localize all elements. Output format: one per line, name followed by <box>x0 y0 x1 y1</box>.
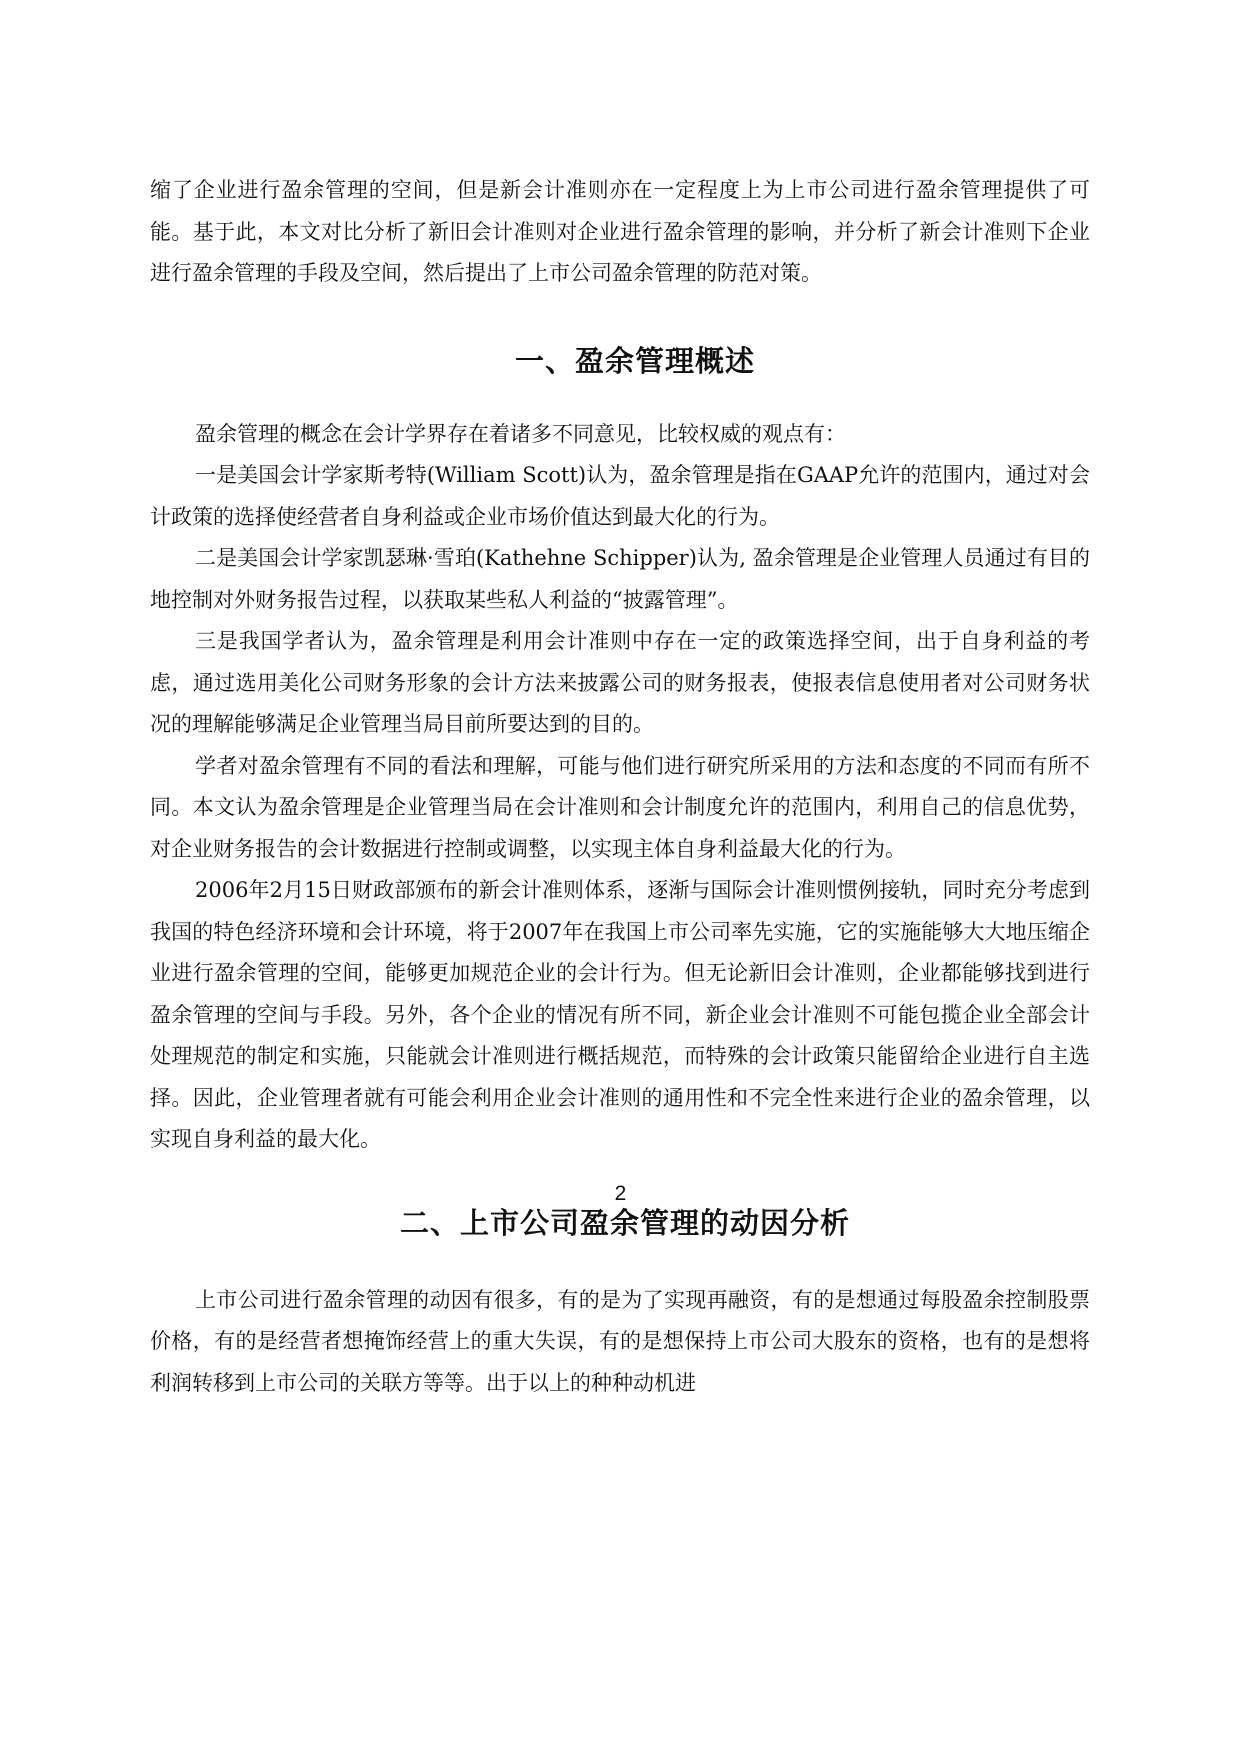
intro-paragraph: 缩了企业进行盈余管理的空间，但是新会计准则亦在一定程度上为上市公司进行盈余管理提供了可能。基于此，本文对比分析了新旧会计准则对企业进行盈余管理的影响，并分析了新会计准则下企业进行盈余管理的手段及空间，然后提出了上市公司盈余管理的防范对策。 <box>150 178 1090 285</box>
section1-paragraph-6: 2006年2月15日财政部颁布的新会计准则体系，逐渐与国际会计准则惯例接轨，同时充分考虑到我国的特色经济环境和会计环境，将于2007年在我国上市公司率先实施，它的实施能够大大地压缩企业进行盈余管理的空间，能够更加规范企业的会计行为。但无论新旧会计准则，企业都能够找到进行盈余管理的空间与手段。另外，各个企业的情况有所不同，新企业会计准则不可能包揽企业全部会计处理规范的制定和实施，只能就会计准则进行概括规范，而特殊的会计政策只能留给企业进行自主选择。因此，企业管理者就有可能会利用企业会计准则的通用性和不完全性来进行企业的盈余管理，以实现自身利益的最大化。 <box>150 878 1090 1151</box>
section-heading-1: 一、盈余管理概述 <box>514 343 755 378</box>
section-heading-2: 二、上市公司盈余管理的动因分析 <box>399 1205 850 1240</box>
section1-paragraph-1: 盈余管理的概念在会计学界存在着诸多不同意见，比较权威的观点有： <box>195 421 846 446</box>
section1-paragraph-2: 一是美国会计学家斯考特(William Scott)认为，盈余管理是指在GAAP允许的范围内，通过对会计政策的选择使经营者自身利益或企业市场价值达到最大化的行为。 <box>150 463 1090 529</box>
document-page <box>150 170 1090 1404</box>
section1-paragraph-5: 学者对盈余管理有不同的看法和理解，可能与他们进行研究所采用的方法和态度的不同而有所不同。本文认为盈余管理是企业管理当局在会计准则和会计制度允许的范围内，利用自己的信息优势，对企业财务报告的会计数据进行控制或调整，以实现主体自身利益最大化的行为。 <box>150 753 1090 861</box>
page-number: 2 <box>614 1182 627 1205</box>
section2-paragraph-1: 上市公司进行盈余管理的动因有很多，有的是为了实现再融资，有的是想通过每股盈余控制股票价格，有的是经营者想掩饰经营上的重大失误，有的是想保持上市公司大股东的资格，也有的是想将利润转移到上市公司的关联方等等。出于以上的种种动机进 <box>150 1287 1090 1395</box>
section1-paragraph-3: 二是美国会计学家凯瑟琳·雪珀(Kathehne Schipper)认为, 盈余管理是企业管理人员通过有目的地控制对外财务报告过程，以获取某些私人利益的“披露管理”。 <box>150 546 1090 612</box>
section1-paragraph-4: 三是我国学者认为，盈余管理是利用会计准则中存在一定的政策选择空间，出于自身利益的考虑，通过选用美化公司财务形象的会计方法来披露公司的财务报表，使报表信息使用者对公司财务状况的理解能够满足企业管理当局目前所要达到的目的。 <box>150 629 1090 736</box>
